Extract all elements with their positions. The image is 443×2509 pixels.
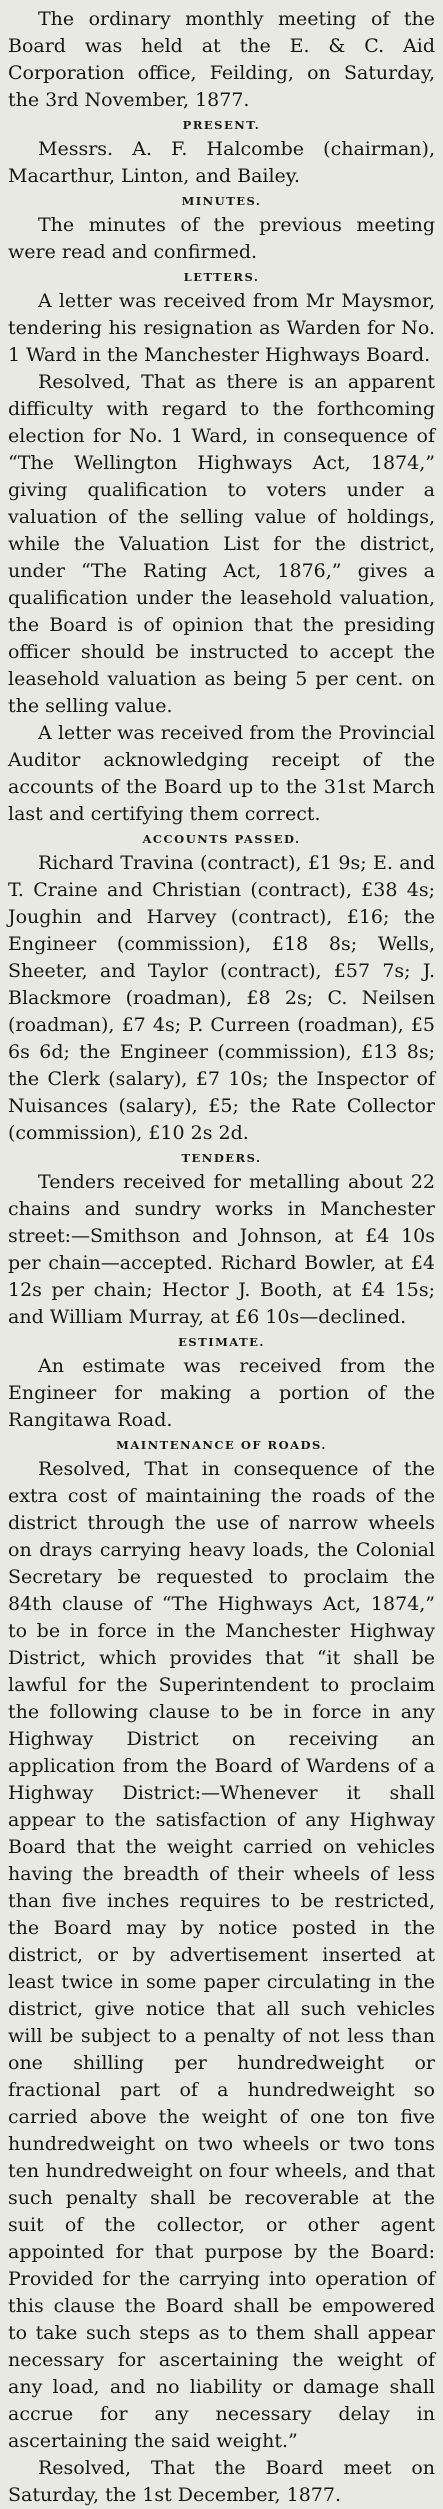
intro-paragraph: The ordinary monthly meeting of the Board was held at the E. & C. Aid Corporation office, Feilding, on Saturday, the 3rd November, 1877. bbox=[8, 8, 435, 111]
section-heading-maintenance: MAINTENANCE OF ROADS. bbox=[116, 1438, 327, 1452]
section-present bbox=[8, 117, 435, 190]
section-heading-accounts: ACCOUNTS PASSED. bbox=[142, 832, 301, 846]
section-minutes bbox=[8, 193, 435, 266]
maintenance-paragraph-resolution: Resolved, That in consequence of the extra cost of maintaining the roads of the district through the use of narrow wheels on drays carrying heavy loads, the Colonial Secretary be requested to proclaim the 84th clause of “The Highways Act, 1874,” to be in force in the Manchester Highway District, which provides that “it shall be lawful for the Superintendent to proclaim the following clause to be in force in any Highway District on receiving an application from the Board of Wardens of a Highway District:—Whenever it shall appear to the satisfaction of any Highway Board that the weight carried on vehicles having the breadth of their wheels of less than five inches requires to be restricted, the Board may by notice posted in the district, or by advertisement inserted at least twice in some paper circulating in the district, give notice that all such vehicles will be subject to a penalty of not less than one shilling per hundredweight or fractional part of a hundredweight so carried above the weight of one ton five hundredweight on two wheels or two tons ten hundredweight on four wheels, and that such penalty shall be recoverable at the suit of the collector, or other agent appointed for that purpose by the Board: Provided for the carrying into operation of this clause the Board shall be empowered to take such steps as to them shall appear necessary for ascertaining the weight of any load, and no liability or damage shall accrue for any necessary delay in ascertaining the said weight.” bbox=[8, 1458, 435, 2452]
letters-paragraph-resolution: Resolved, That as there is an apparent difficulty with regard to the forthcoming election for No. 1 Ward, in consequence of “The Wellington Highways Act, 1874,” giving qualification to voters under a valuation of the selling value of holdings, while the Valuation List for the district, under “The Rating Act, 1876,” gives a qualification under the leasehold valuation, the Board is of opinion that the presiding officer should be instructed to accept the leasehold valuation as being 5 per cent. on the selling value. bbox=[8, 371, 435, 717]
section-heading-tenders: TENDERS. bbox=[181, 1151, 262, 1165]
section-heading-minutes: MINUTES. bbox=[181, 194, 262, 208]
section-tenders bbox=[8, 1150, 435, 1331]
section-heading-letters: LETTERS. bbox=[183, 270, 260, 284]
section-estimate bbox=[8, 1334, 435, 1434]
section-letters bbox=[8, 269, 435, 828]
letters-paragraph-resignation: A letter was received from Mr Maysmor, tendering his resignation as Warden for No. 1 Ward in the Manchester Highways Board. bbox=[8, 290, 435, 366]
minutes-paragraph: The minutes of the previous meeting were read and confirmed. bbox=[8, 214, 435, 263]
estimate-paragraph: An estimate was received from the Engineer for making a portion of the Rangitawa Road. bbox=[8, 1355, 435, 1431]
tenders-paragraph: Tenders received for metalling about 22 chains and sundry works in Manchester street:—Smithson and Johnson, at £4 10s per chain—accepted. Richard Bowler, at £4 12s per chain; Hector J. Booth, at £4 15s; and William Murray, at £6 10s—declined. bbox=[8, 1171, 435, 1328]
section-heading-estimate: ESTIMATE. bbox=[178, 1335, 265, 1349]
next-meeting-paragraph: Resolved, That the Board meet on Saturday, the 1st December, 1877. bbox=[8, 2457, 435, 2506]
letters-paragraph-auditor: A letter was received from the Provincial Auditor acknowledging receipt of the accounts of the Board up to the 31st March last and certifying them correct. bbox=[8, 722, 435, 825]
present-paragraph: Messrs. A. F. Halcombe (chairman), Macarthur, Linton, and Bailey. bbox=[8, 138, 435, 187]
section-accounts bbox=[8, 831, 435, 1147]
section-maintenance bbox=[8, 1437, 435, 2509]
section-heading-present: PRESENT. bbox=[182, 118, 261, 132]
accounts-paragraph: Richard Travina (contract), £1 9s; E. and T. Craine and Christian (contract), £38 4s; Joughin and Harvey (contract), £16; the Engineer (commission), £18 8s; Wells, Sheeter, and Taylor (contract), £57 7s; J. Blackmore (roadman), £8 2s; C. Neilsen (roadman), £7 4s; P. Curreen (roadman), £5 6s 6d; the Engineer (commission), £13 8s; the Clerk (salary), £7 10s; the Inspector of Nuisances (salary), £5; the Rate Collector (commission), £10 2s 2d. bbox=[8, 852, 435, 1144]
